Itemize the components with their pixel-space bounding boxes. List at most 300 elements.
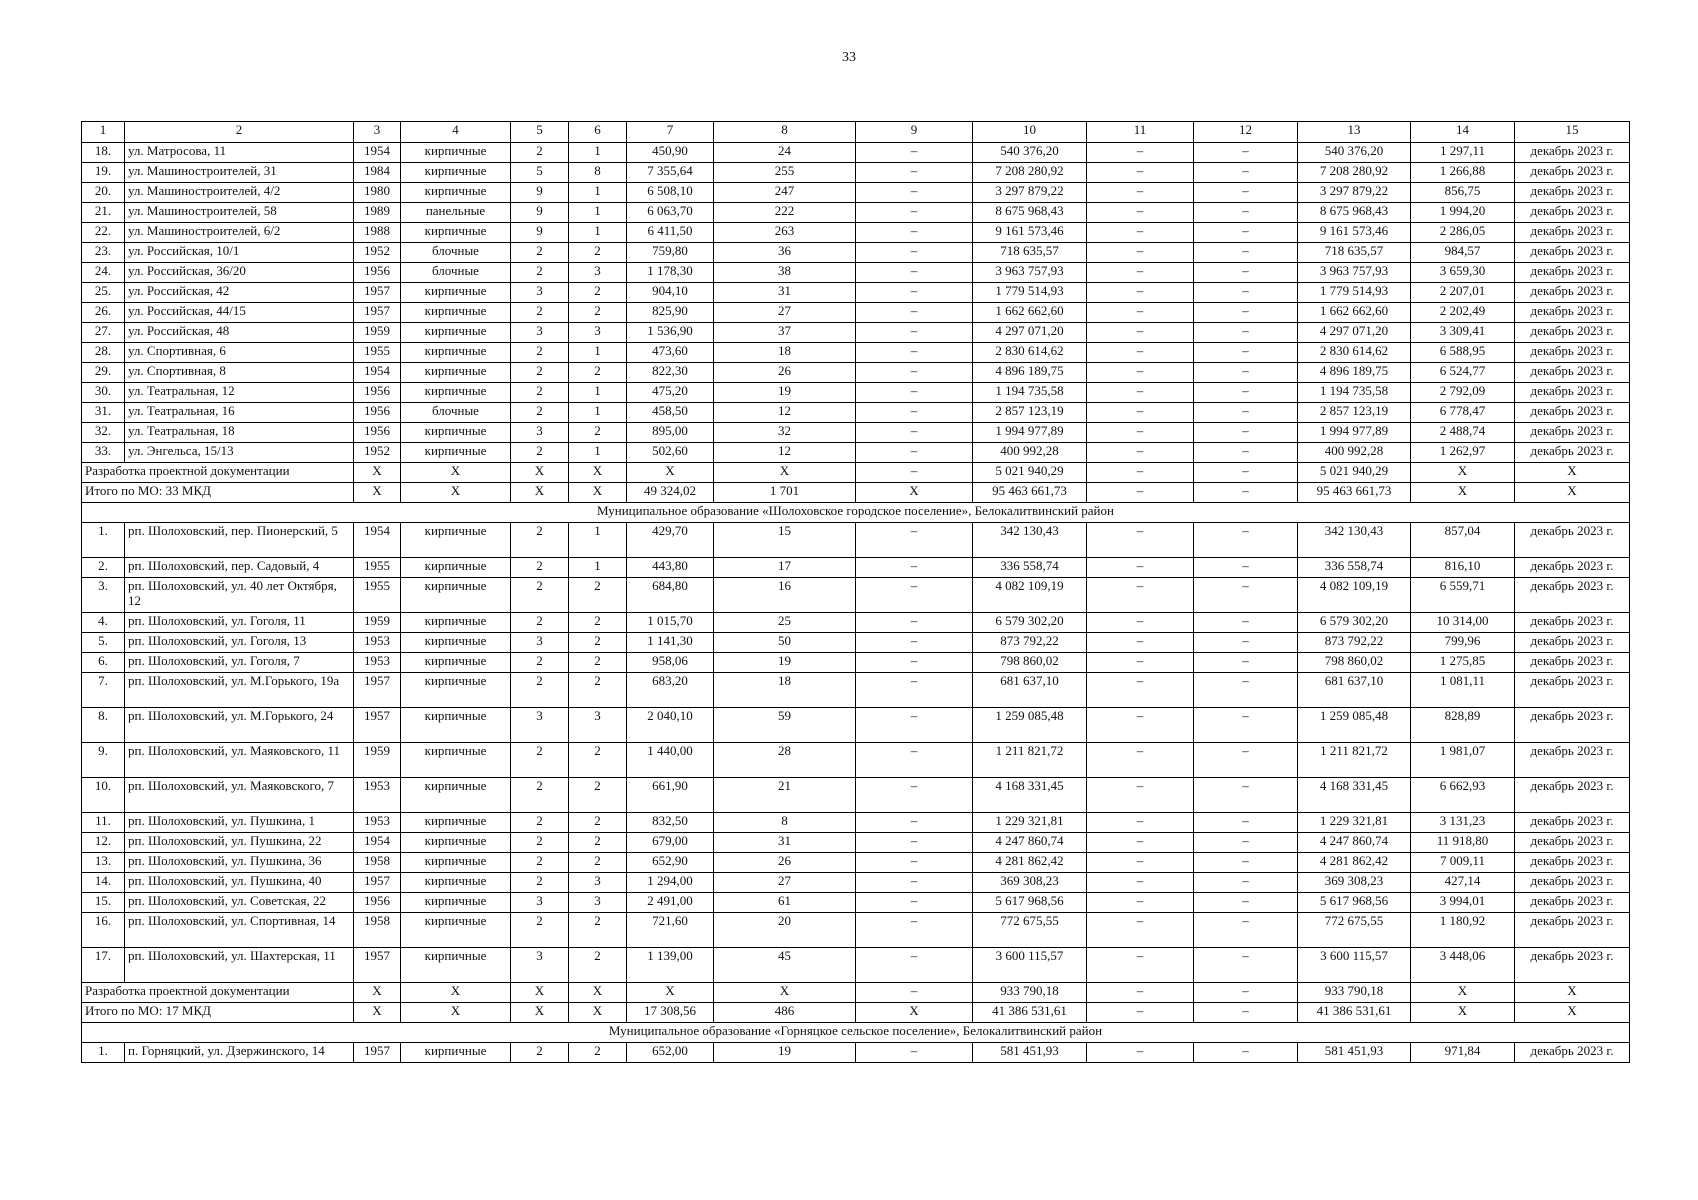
address-cell: ул. Театральная, 12	[125, 383, 354, 403]
table-row	[82, 223, 1630, 243]
table-cell: 2 830 614,62	[973, 343, 1087, 363]
table-cell: –	[1087, 303, 1194, 323]
address-cell: ул. Спортивная, 8	[125, 363, 354, 383]
table-cell: 458,50	[627, 403, 714, 423]
table-cell: 4 896 189,75	[973, 363, 1087, 383]
section-title: Муниципальное образование «Горняцкое сельское поселение», Белокалитвинский район	[82, 1023, 1630, 1043]
table-cell: декабрь 2023 г.	[1515, 283, 1630, 303]
table-cell: 1 141,30	[627, 633, 714, 653]
address-cell: ул. Российская, 36/20	[125, 263, 354, 283]
table-cell: 933 790,18	[973, 983, 1087, 1003]
table-cell: 36	[714, 243, 856, 263]
table-cell: X	[401, 1003, 511, 1023]
table-cell: 1 139,00	[627, 948, 714, 983]
table-cell: кирпичные	[401, 223, 511, 243]
address-cell: п. Горняцкий, ул. Дзержинского, 14	[125, 1043, 354, 1063]
table-cell: 1	[569, 203, 627, 223]
table-cell: –	[856, 463, 973, 483]
table-cell: 1954	[354, 143, 401, 163]
table-cell: 16.	[82, 913, 125, 948]
table-cell: кирпичные	[401, 1043, 511, 1063]
table-cell: 50	[714, 633, 856, 653]
table-cell: 20.	[82, 183, 125, 203]
address-cell: ул. Театральная, 18	[125, 423, 354, 443]
table-cell: кирпичные	[401, 653, 511, 673]
table-cell: 799,96	[1411, 633, 1515, 653]
table-cell: –	[1194, 558, 1298, 578]
table-cell: –	[1194, 203, 1298, 223]
table-cell: 11.	[82, 813, 125, 833]
table-row	[82, 443, 1630, 463]
table-cell: –	[1087, 578, 1194, 613]
table-cell: –	[1194, 813, 1298, 833]
table-cell: 4 168 331,45	[1298, 778, 1411, 813]
table-row	[82, 263, 1630, 283]
table-row	[82, 613, 1630, 633]
table-cell: 1 994,20	[1411, 203, 1515, 223]
table-cell: 4 297 071,20	[973, 323, 1087, 343]
table-cell: 1.	[82, 523, 125, 558]
table-cell: –	[1194, 403, 1298, 423]
table-row	[82, 873, 1630, 893]
table-cell: декабрь 2023 г.	[1515, 383, 1630, 403]
table-cell: 16	[714, 578, 856, 613]
table-cell: 681 637,10	[1298, 673, 1411, 708]
table-cell: 31	[714, 833, 856, 853]
table-cell: –	[856, 203, 973, 223]
table-row	[82, 523, 1630, 558]
table-cell: –	[856, 778, 973, 813]
table-cell: 1958	[354, 853, 401, 873]
table-cell: 2 488,74	[1411, 423, 1515, 443]
header-cell: 7	[627, 122, 714, 143]
table-cell: 3	[569, 323, 627, 343]
table-cell: 958,06	[627, 653, 714, 673]
table-cell: 2	[569, 283, 627, 303]
table-cell: 1 180,92	[1411, 913, 1515, 948]
header-cell: 4	[401, 122, 511, 143]
table-cell: 6 588,95	[1411, 343, 1515, 363]
table-cell: 2	[511, 343, 569, 363]
table-cell: 28.	[82, 343, 125, 363]
table-cell: 1 229 321,81	[973, 813, 1087, 833]
summary-label: Итого по МО: 17 МКД	[82, 1003, 354, 1023]
table-cell: 9	[511, 183, 569, 203]
table-cell: 2	[511, 813, 569, 833]
table-cell: –	[856, 913, 973, 948]
table-cell: –	[856, 523, 973, 558]
address-cell: рп. Шолоховский, ул. Гоголя, 11	[125, 613, 354, 633]
address-cell: рп. Шолоховский, ул. М.Горького, 19а	[125, 673, 354, 708]
table-cell: 25	[714, 613, 856, 633]
table-cell: кирпичные	[401, 578, 511, 613]
table-cell: 26.	[82, 303, 125, 323]
table-cell: 4 896 189,75	[1298, 363, 1411, 383]
table-cell: 6 524,77	[1411, 363, 1515, 383]
table-cell: 21	[714, 778, 856, 813]
table-cell: кирпичные	[401, 183, 511, 203]
table-cell: 2	[569, 423, 627, 443]
table-cell: 2 202,49	[1411, 303, 1515, 323]
table-cell: декабрь 2023 г.	[1515, 653, 1630, 673]
table-cell: декабрь 2023 г.	[1515, 443, 1630, 463]
table-cell: –	[856, 283, 973, 303]
table-cell: 822,30	[627, 363, 714, 383]
table-cell: –	[1194, 578, 1298, 613]
table-cell: –	[856, 983, 973, 1003]
table-cell: декабрь 2023 г.	[1515, 633, 1630, 653]
table-cell: кирпичные	[401, 383, 511, 403]
table-cell: декабрь 2023 г.	[1515, 853, 1630, 873]
housing-repair-table	[81, 121, 1630, 1063]
table-cell: –	[1087, 523, 1194, 558]
table-cell: 20	[714, 913, 856, 948]
table-row	[82, 423, 1630, 443]
table-cell: 1954	[354, 523, 401, 558]
table-cell: 1984	[354, 163, 401, 183]
table-cell: –	[1194, 1043, 1298, 1063]
table-cell: кирпичные	[401, 743, 511, 778]
table-cell: –	[1194, 163, 1298, 183]
table-cell: 32	[714, 423, 856, 443]
table-row	[82, 203, 1630, 223]
table-cell: X	[714, 983, 856, 1003]
table-cell: –	[856, 1043, 973, 1063]
table-cell: 19	[714, 653, 856, 673]
table-cell: 3 963 757,93	[973, 263, 1087, 283]
table-cell: 825,90	[627, 303, 714, 323]
table-cell: 2	[569, 243, 627, 263]
table-row	[82, 813, 1630, 833]
table-cell: –	[856, 163, 973, 183]
table-cell: –	[1087, 463, 1194, 483]
table-cell: –	[1087, 443, 1194, 463]
table-cell: 1955	[354, 558, 401, 578]
table-cell: –	[1194, 183, 1298, 203]
table-cell: 22.	[82, 223, 125, 243]
table-cell: –	[1087, 873, 1194, 893]
table-cell: –	[1194, 833, 1298, 853]
table-cell: –	[1087, 983, 1194, 1003]
table-cell: 540 376,20	[1298, 143, 1411, 163]
table-cell: 3	[511, 893, 569, 913]
table-cell: декабрь 2023 г.	[1515, 708, 1630, 743]
table-cell: 2	[569, 853, 627, 873]
table-cell: 1	[569, 558, 627, 578]
table-cell: X	[1515, 483, 1630, 503]
table-cell: –	[1194, 143, 1298, 163]
table-cell: 18	[714, 343, 856, 363]
table-cell: кирпичные	[401, 853, 511, 873]
table-cell: кирпичные	[401, 778, 511, 813]
table-cell: декабрь 2023 г.	[1515, 263, 1630, 283]
table-cell: кирпичные	[401, 283, 511, 303]
table-cell: 895,00	[627, 423, 714, 443]
table-row	[82, 778, 1630, 813]
summary-row	[82, 1003, 1630, 1023]
table-cell: 772 675,55	[1298, 913, 1411, 948]
table-cell: –	[856, 223, 973, 243]
header-cell: 15	[1515, 122, 1630, 143]
table-cell: кирпичные	[401, 948, 511, 983]
table-cell: –	[1087, 708, 1194, 743]
table-cell: X	[569, 463, 627, 483]
table-cell: 475,20	[627, 383, 714, 403]
table-cell: 5	[511, 163, 569, 183]
table-cell: 255	[714, 163, 856, 183]
table-cell: –	[856, 558, 973, 578]
table-cell: 1 266,88	[1411, 163, 1515, 183]
table-cell: 1 194 735,58	[1298, 383, 1411, 403]
table-cell: декабрь 2023 г.	[1515, 223, 1630, 243]
table-cell: 3	[511, 283, 569, 303]
table-cell: 473,60	[627, 343, 714, 363]
table-row	[82, 948, 1630, 983]
table-cell: –	[1194, 423, 1298, 443]
table-row	[82, 853, 1630, 873]
table-cell: –	[1194, 523, 1298, 558]
table-cell: –	[856, 183, 973, 203]
table-cell: 1 297,11	[1411, 143, 1515, 163]
address-cell: рп. Шолоховский, ул. Пушкина, 1	[125, 813, 354, 833]
table-cell: 8 675 968,43	[973, 203, 1087, 223]
table-cell: декабрь 2023 г.	[1515, 778, 1630, 813]
table-cell: 17 308,56	[627, 1003, 714, 1023]
table-cell: 2	[569, 1043, 627, 1063]
table-cell: 2	[511, 1043, 569, 1063]
summary-label: Итого по МО: 33 МКД	[82, 483, 354, 503]
table-cell: –	[1194, 983, 1298, 1003]
table-cell: 5 021 940,29	[973, 463, 1087, 483]
table-cell: 6 559,71	[1411, 578, 1515, 613]
table-cell: –	[1194, 873, 1298, 893]
table-cell: 2	[511, 653, 569, 673]
table-row	[82, 163, 1630, 183]
table-cell: 971,84	[1411, 1043, 1515, 1063]
table-cell: –	[1194, 913, 1298, 948]
table-cell: 759,80	[627, 243, 714, 263]
address-cell: ул. Машиностроителей, 6/2	[125, 223, 354, 243]
address-cell: рп. Шолоховский, ул. Шахтерская, 11	[125, 948, 354, 983]
table-cell: 15.	[82, 893, 125, 913]
table-cell: –	[856, 323, 973, 343]
table-cell: декабрь 2023 г.	[1515, 558, 1630, 578]
table-cell: 2	[511, 873, 569, 893]
table-cell: 3 994,01	[1411, 893, 1515, 913]
table-cell: 9	[511, 203, 569, 223]
table-cell: 2	[569, 778, 627, 813]
table-cell: 8 675 968,43	[1298, 203, 1411, 223]
section-header-row	[82, 503, 1630, 523]
table-cell: 27.	[82, 323, 125, 343]
table-cell: блочные	[401, 243, 511, 263]
table-cell: X	[627, 463, 714, 483]
table-cell: 2 040,10	[627, 708, 714, 743]
table-cell: 856,75	[1411, 183, 1515, 203]
summary-row	[82, 483, 1630, 503]
table-cell: 21.	[82, 203, 125, 223]
table-cell: 5 021 940,29	[1298, 463, 1411, 483]
table-cell: –	[856, 743, 973, 778]
table-cell: 2 491,00	[627, 893, 714, 913]
table-cell: кирпичные	[401, 813, 511, 833]
table-cell: 6 579 302,20	[1298, 613, 1411, 633]
table-cell: 1	[569, 143, 627, 163]
address-cell: ул. Российская, 10/1	[125, 243, 354, 263]
section-header-row	[82, 1023, 1630, 1043]
table-cell: 4 247 860,74	[973, 833, 1087, 853]
table-cell: 6 508,10	[627, 183, 714, 203]
table-cell: 2	[569, 833, 627, 853]
table-cell: 1957	[354, 1043, 401, 1063]
table-cell: 2	[511, 363, 569, 383]
table-cell: X	[354, 1003, 401, 1023]
address-cell: ул. Матросова, 11	[125, 143, 354, 163]
table-cell: 1955	[354, 343, 401, 363]
summary-row	[82, 983, 1630, 1003]
table-row	[82, 893, 1630, 913]
table-cell: 400 992,28	[1298, 443, 1411, 463]
table-cell: –	[856, 423, 973, 443]
table-cell: 7 208 280,92	[1298, 163, 1411, 183]
table-cell: 6.	[82, 653, 125, 673]
table-cell: 1952	[354, 243, 401, 263]
table-cell: 828,89	[1411, 708, 1515, 743]
table-cell: 683,20	[627, 673, 714, 708]
table-cell: 49 324,02	[627, 483, 714, 503]
table-cell: 2	[569, 673, 627, 708]
table-cell: 4 281 862,42	[1298, 853, 1411, 873]
table-cell: 1957	[354, 708, 401, 743]
table-cell: 1 275,85	[1411, 653, 1515, 673]
table-cell: кирпичные	[401, 423, 511, 443]
address-cell: ул. Машиностроителей, 58	[125, 203, 354, 223]
table-cell: 61	[714, 893, 856, 913]
table-cell: 8	[569, 163, 627, 183]
table-cell: –	[1087, 833, 1194, 853]
table-cell: 684,80	[627, 578, 714, 613]
table-cell: 652,00	[627, 1043, 714, 1063]
table-cell: 1	[569, 183, 627, 203]
table-cell: 718 635,57	[973, 243, 1087, 263]
table-cell: 1 440,00	[627, 743, 714, 778]
table-cell: 369 308,23	[973, 873, 1087, 893]
table-cell: 3.	[82, 578, 125, 613]
table-cell: –	[856, 578, 973, 613]
address-cell: ул. Российская, 44/15	[125, 303, 354, 323]
table-cell: 369 308,23	[1298, 873, 1411, 893]
table-cell: 2	[569, 653, 627, 673]
table-cell: X	[401, 483, 511, 503]
address-cell: ул. Российская, 48	[125, 323, 354, 343]
table-cell: –	[856, 383, 973, 403]
table-cell: 2	[511, 778, 569, 813]
table-cell: X	[354, 983, 401, 1003]
table-cell: 2	[569, 613, 627, 633]
table-cell: 1 779 514,93	[1298, 283, 1411, 303]
table-cell: –	[1194, 653, 1298, 673]
address-cell: рп. Шолоховский, ул. Пушкина, 36	[125, 853, 354, 873]
table-cell: 95 463 661,73	[973, 483, 1087, 503]
table-cell: 4 247 860,74	[1298, 833, 1411, 853]
table-cell: 1959	[354, 613, 401, 633]
table-cell: –	[856, 143, 973, 163]
table-cell: –	[1194, 323, 1298, 343]
table-cell: X	[354, 463, 401, 483]
table-cell: –	[1194, 463, 1298, 483]
table-cell: декабрь 2023 г.	[1515, 363, 1630, 383]
table-cell: 41 386 531,61	[973, 1003, 1087, 1023]
table-cell: 502,60	[627, 443, 714, 463]
section-title: Муниципальное образование «Шолоховское городское поселение», Белокалитвинский район	[82, 503, 1630, 523]
table-cell: –	[1194, 243, 1298, 263]
table-cell: 12	[714, 403, 856, 423]
table-cell: 3	[511, 323, 569, 343]
table-cell: 798 860,02	[973, 653, 1087, 673]
page-number: 33	[842, 50, 856, 65]
table-cell: 3	[511, 423, 569, 443]
table-cell: 3 297 879,22	[1298, 183, 1411, 203]
table-cell: –	[1087, 163, 1194, 183]
table-cell: 3 448,06	[1411, 948, 1515, 983]
table-cell: 1.	[82, 1043, 125, 1063]
table-cell: декабрь 2023 г.	[1515, 303, 1630, 323]
table-cell: 27	[714, 303, 856, 323]
table-cell: 12	[714, 443, 856, 463]
table-cell: –	[1087, 778, 1194, 813]
summary-row	[82, 463, 1630, 483]
table-cell: кирпичные	[401, 363, 511, 383]
table-cell: 30.	[82, 383, 125, 403]
table-cell: 3 963 757,93	[1298, 263, 1411, 283]
table-cell: 18	[714, 673, 856, 708]
table-cell: 7.	[82, 673, 125, 708]
table-cell: 33.	[82, 443, 125, 463]
table-cell: 1	[569, 403, 627, 423]
table-cell: 29.	[82, 363, 125, 383]
table-cell: 652,90	[627, 853, 714, 873]
table-cell: –	[1087, 363, 1194, 383]
table-cell: 4 082 109,19	[973, 578, 1087, 613]
table-row	[82, 183, 1630, 203]
table-cell: –	[1087, 183, 1194, 203]
table-cell: декабрь 2023 г.	[1515, 833, 1630, 853]
table-cell: 31.	[82, 403, 125, 423]
header-cell: 13	[1298, 122, 1411, 143]
table-cell: кирпичные	[401, 673, 511, 708]
table-cell: 2 792,09	[1411, 383, 1515, 403]
address-cell: рп. Шолоховский, пер. Садовый, 4	[125, 558, 354, 578]
table-cell: 19.	[82, 163, 125, 183]
table-row	[82, 383, 1630, 403]
table-cell: 2 857 123,19	[1298, 403, 1411, 423]
table-row	[82, 653, 1630, 673]
table-cell: 1956	[354, 403, 401, 423]
table-cell: 3	[511, 633, 569, 653]
table-cell: 3	[569, 873, 627, 893]
table-cell: 581 451,93	[973, 1043, 1087, 1063]
table-cell: –	[1194, 443, 1298, 463]
table-cell: –	[1087, 853, 1194, 873]
table-cell: кирпичные	[401, 913, 511, 948]
table-cell: панельные	[401, 203, 511, 223]
table-cell: декабрь 2023 г.	[1515, 343, 1630, 363]
table-cell: 1988	[354, 223, 401, 243]
table-cell: –	[1194, 948, 1298, 983]
table-cell: 486	[714, 1003, 856, 1023]
header-cell: 6	[569, 122, 627, 143]
table-cell: кирпичные	[401, 873, 511, 893]
